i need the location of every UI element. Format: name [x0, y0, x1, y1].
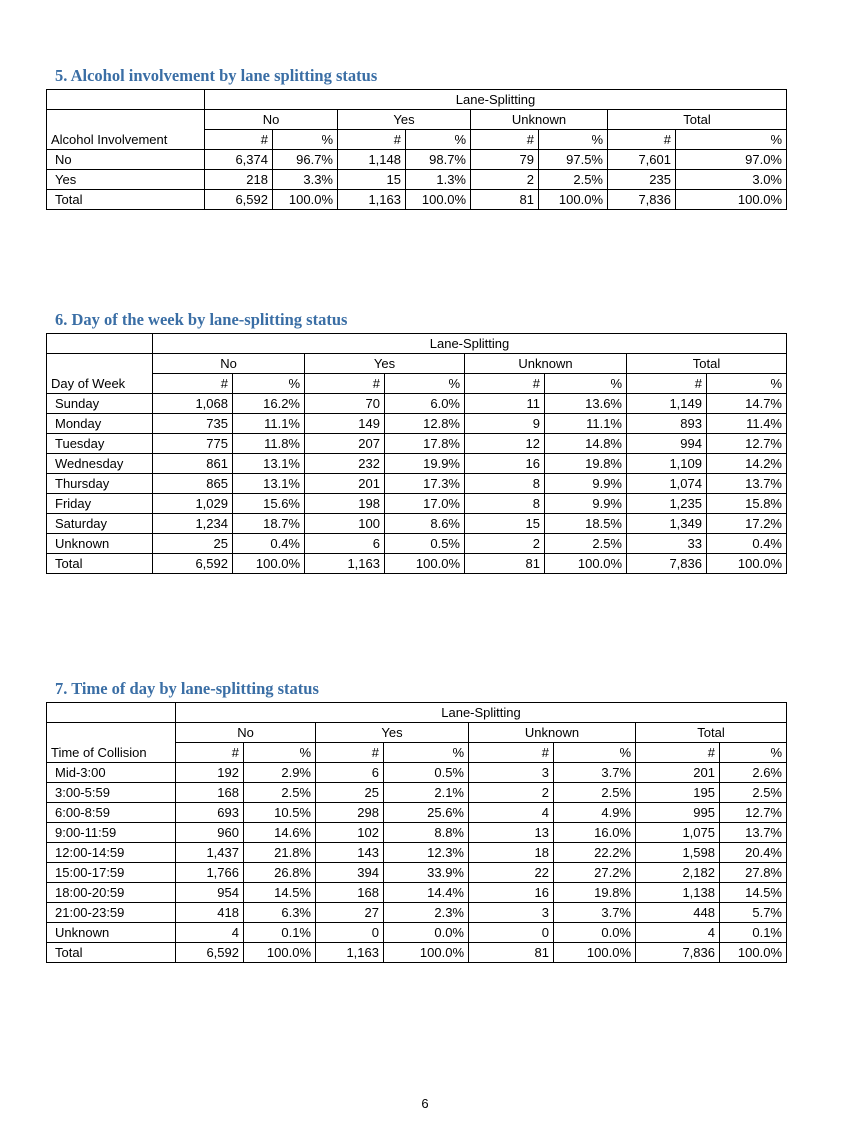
data-cell: 25 [153, 534, 233, 554]
data-cell: 2 [471, 170, 539, 190]
data-cell: 2.9% [244, 763, 316, 783]
data-cell: 100.0% [545, 554, 627, 574]
data-cell: 218 [205, 170, 273, 190]
group-header: No [176, 723, 316, 743]
data-cell: 18.5% [545, 514, 627, 534]
data-cell: 17.0% [385, 494, 465, 514]
sub-header: % [384, 743, 469, 763]
data-cell: 861 [153, 454, 233, 474]
row-label: Sunday [47, 394, 153, 414]
data-cell: 1,138 [636, 883, 720, 903]
data-cell: 11.1% [545, 414, 627, 434]
row-label: Wednesday [47, 454, 153, 474]
data-cell: 2 [469, 783, 554, 803]
section-title: 7. Time of day by lane-splitting status [55, 679, 319, 698]
table-row [47, 763, 787, 783]
data-cell: 1,437 [176, 843, 244, 863]
group-header: Yes [305, 354, 465, 374]
group-header: Unknown [465, 354, 627, 374]
day-of-week-table [46, 333, 787, 574]
sub-header: % [539, 130, 608, 150]
table-row [47, 923, 787, 943]
data-cell: 775 [153, 434, 233, 454]
corner-cell [47, 90, 205, 110]
data-cell: 6,592 [205, 190, 273, 210]
data-cell: 6,592 [176, 943, 244, 963]
data-cell: 33 [627, 534, 707, 554]
data-cell: 994 [627, 434, 707, 454]
data-cell: 995 [636, 803, 720, 823]
data-cell: 12.8% [385, 414, 465, 434]
data-cell: 2.3% [384, 903, 469, 923]
data-cell: 143 [316, 843, 384, 863]
data-cell: 1,148 [338, 150, 406, 170]
group-header: Unknown [469, 723, 636, 743]
sub-header: % [676, 130, 787, 150]
data-cell: 11 [465, 394, 545, 414]
group-header: No [153, 354, 305, 374]
data-cell: 1,068 [153, 394, 233, 414]
table-body [47, 150, 787, 210]
table-row [47, 883, 787, 903]
sub-header: # [469, 743, 554, 763]
sub-header: # [153, 374, 233, 394]
data-cell: 27.8% [720, 863, 787, 883]
row-label: 6:00-8:59 [47, 803, 176, 823]
data-cell: 25.6% [384, 803, 469, 823]
data-cell: 81 [465, 554, 545, 574]
data-cell: 17.3% [385, 474, 465, 494]
data-cell: 27 [316, 903, 384, 923]
data-cell: 0.1% [720, 923, 787, 943]
data-cell: 14.7% [707, 394, 787, 414]
data-cell: 97.0% [676, 150, 787, 170]
data-cell: 0.5% [384, 763, 469, 783]
data-cell: 0.1% [244, 923, 316, 943]
data-cell: 13 [469, 823, 554, 843]
data-cell: 6.3% [244, 903, 316, 923]
row-label: Tuesday [47, 434, 153, 454]
data-cell: 100.0% [385, 554, 465, 574]
table-row [47, 843, 787, 863]
data-cell: 448 [636, 903, 720, 923]
data-cell: 1,598 [636, 843, 720, 863]
data-cell: 22.2% [554, 843, 636, 863]
data-cell: 15.8% [707, 494, 787, 514]
row-label: Thursday [47, 474, 153, 494]
data-cell: 100.0% [554, 943, 636, 963]
data-cell: 8 [465, 474, 545, 494]
data-cell: 25 [316, 783, 384, 803]
sub-header: % [545, 374, 627, 394]
table-row [47, 454, 787, 474]
data-cell: 19.8% [554, 883, 636, 903]
data-cell: 1,235 [627, 494, 707, 514]
data-cell: 12 [465, 434, 545, 454]
table-row [47, 394, 787, 414]
data-cell: 7,836 [627, 554, 707, 574]
super-header: Lane-Splitting [205, 90, 787, 110]
data-cell: 11.8% [233, 434, 305, 454]
data-cell: 865 [153, 474, 233, 494]
corner-cell [47, 334, 153, 354]
corner-cell [47, 703, 176, 723]
row-label: 9:00-11:59 [47, 823, 176, 843]
data-cell: 6 [316, 763, 384, 783]
data-cell: 102 [316, 823, 384, 843]
data-cell: 201 [636, 763, 720, 783]
data-cell: 893 [627, 414, 707, 434]
row-label: Total [47, 943, 176, 963]
data-cell: 2.1% [384, 783, 469, 803]
table-row [47, 903, 787, 923]
data-cell: 3 [469, 763, 554, 783]
sub-header: % [406, 130, 471, 150]
group-header: No [205, 110, 338, 130]
data-cell: 11.1% [233, 414, 305, 434]
table-row [47, 474, 787, 494]
sub-header: # [465, 374, 545, 394]
table-body [47, 763, 787, 963]
data-cell: 4 [469, 803, 554, 823]
data-cell: 0.5% [385, 534, 465, 554]
section-title: 6. Day of the week by lane-splitting status [55, 310, 348, 329]
data-cell: 15 [465, 514, 545, 534]
data-cell: 100.0% [707, 554, 787, 574]
data-cell: 14.8% [545, 434, 627, 454]
data-cell: 6.0% [385, 394, 465, 414]
data-cell: 18 [469, 843, 554, 863]
data-cell: 7,601 [608, 150, 676, 170]
data-cell: 13.1% [233, 454, 305, 474]
data-cell: 2.5% [539, 170, 608, 190]
table-row [47, 514, 787, 534]
sub-header: # [471, 130, 539, 150]
sub-header: # [316, 743, 384, 763]
row-label: 21:00-23:59 [47, 903, 176, 923]
table-row [47, 943, 787, 963]
data-cell: 98.7% [406, 150, 471, 170]
table-row [47, 554, 787, 574]
alcohol-table [46, 89, 787, 210]
row-label: Yes [47, 170, 205, 190]
data-cell: 9.9% [545, 494, 627, 514]
data-cell: 81 [469, 943, 554, 963]
data-cell: 418 [176, 903, 244, 923]
data-cell: 100.0% [539, 190, 608, 210]
data-cell: 14.6% [244, 823, 316, 843]
data-cell: 0.0% [554, 923, 636, 943]
data-cell: 2.5% [244, 783, 316, 803]
data-cell: 16 [465, 454, 545, 474]
data-cell: 168 [316, 883, 384, 903]
table-row [47, 414, 787, 434]
sub-header: % [385, 374, 465, 394]
table-row [47, 783, 787, 803]
sub-header: % [233, 374, 305, 394]
data-cell: 18.7% [233, 514, 305, 534]
table-row [47, 170, 787, 190]
data-cell: 168 [176, 783, 244, 803]
data-cell: 8.8% [384, 823, 469, 843]
data-cell: 235 [608, 170, 676, 190]
data-cell: 298 [316, 803, 384, 823]
row-label: Unknown [47, 923, 176, 943]
data-cell: 1,234 [153, 514, 233, 534]
data-cell: 735 [153, 414, 233, 434]
subheader-row [47, 130, 787, 150]
data-cell: 21.8% [244, 843, 316, 863]
data-cell: 12.7% [720, 803, 787, 823]
sub-header: % [244, 743, 316, 763]
data-cell: 96.7% [273, 150, 338, 170]
corner-cell [47, 723, 176, 743]
data-cell: 2.6% [720, 763, 787, 783]
data-cell: 2 [465, 534, 545, 554]
data-cell: 207 [305, 434, 385, 454]
table-row [47, 190, 787, 210]
table-row [47, 863, 787, 883]
data-cell: 4 [176, 923, 244, 943]
data-cell: 0 [316, 923, 384, 943]
data-cell: 960 [176, 823, 244, 843]
data-cell: 1,029 [153, 494, 233, 514]
data-cell: 693 [176, 803, 244, 823]
data-cell: 10.5% [244, 803, 316, 823]
data-cell: 19.8% [545, 454, 627, 474]
table-body [47, 394, 787, 574]
data-cell: 2,182 [636, 863, 720, 883]
data-cell: 1,149 [627, 394, 707, 414]
data-cell: 13.6% [545, 394, 627, 414]
data-cell: 14.4% [384, 883, 469, 903]
data-cell: 26.8% [244, 863, 316, 883]
row-label: Unknown [47, 534, 153, 554]
data-cell: 2.5% [545, 534, 627, 554]
data-cell: 149 [305, 414, 385, 434]
data-cell: 198 [305, 494, 385, 514]
data-cell: 12.3% [384, 843, 469, 863]
data-cell: 4.9% [554, 803, 636, 823]
data-cell: 17.2% [707, 514, 787, 534]
row-label: Monday [47, 414, 153, 434]
data-cell: 4 [636, 923, 720, 943]
data-cell: 3.7% [554, 763, 636, 783]
row-label: Total [47, 554, 153, 574]
data-cell: 1.3% [406, 170, 471, 190]
data-cell: 6 [305, 534, 385, 554]
sub-header: # [636, 743, 720, 763]
row-label: 15:00-17:59 [47, 863, 176, 883]
data-cell: 1,074 [627, 474, 707, 494]
sub-header: % [707, 374, 787, 394]
subheader-row [47, 374, 787, 394]
data-cell: 100.0% [384, 943, 469, 963]
data-cell: 100.0% [233, 554, 305, 574]
data-cell: 394 [316, 863, 384, 883]
data-cell: 100.0% [676, 190, 787, 210]
data-cell: 33.9% [384, 863, 469, 883]
group-header: Unknown [471, 110, 608, 130]
data-cell: 11.4% [707, 414, 787, 434]
data-cell: 3.3% [273, 170, 338, 190]
data-cell: 1,349 [627, 514, 707, 534]
data-cell: 2.5% [720, 783, 787, 803]
row-header: Alcohol Involvement [47, 130, 205, 150]
table-row [47, 803, 787, 823]
data-cell: 6,592 [153, 554, 233, 574]
data-cell: 1,109 [627, 454, 707, 474]
table-row [47, 534, 787, 554]
data-cell: 0.0% [384, 923, 469, 943]
data-cell: 3.0% [676, 170, 787, 190]
data-cell: 100.0% [720, 943, 787, 963]
data-cell: 20.4% [720, 843, 787, 863]
data-cell: 8.6% [385, 514, 465, 534]
table-row [47, 494, 787, 514]
sub-header: % [273, 130, 338, 150]
table-section-time-of-day [46, 679, 786, 963]
sub-header: # [205, 130, 273, 150]
data-cell: 8 [465, 494, 545, 514]
data-cell: 1,163 [305, 554, 385, 574]
row-header: Day of Week [47, 374, 153, 394]
data-cell: 1,163 [316, 943, 384, 963]
data-cell: 100.0% [273, 190, 338, 210]
super-header: Lane-Splitting [176, 703, 787, 723]
table-row [47, 434, 787, 454]
data-cell: 12.7% [707, 434, 787, 454]
sub-header: # [305, 374, 385, 394]
data-cell: 19.9% [385, 454, 465, 474]
row-label: Friday [47, 494, 153, 514]
data-cell: 1,766 [176, 863, 244, 883]
data-cell: 954 [176, 883, 244, 903]
row-label: Total [47, 190, 205, 210]
table-row [47, 150, 787, 170]
data-cell: 16.0% [554, 823, 636, 843]
corner-cell [47, 354, 153, 374]
row-label: 3:00-5:59 [47, 783, 176, 803]
data-cell: 0.4% [707, 534, 787, 554]
data-cell: 13.7% [720, 823, 787, 843]
section-title: 5. Alcohol involvement by lane splitting status [55, 66, 378, 85]
data-cell: 1,075 [636, 823, 720, 843]
data-cell: 3 [469, 903, 554, 923]
table-row [47, 823, 787, 843]
sub-header: # [176, 743, 244, 763]
data-cell: 100 [305, 514, 385, 534]
data-cell: 192 [176, 763, 244, 783]
data-cell: 2.5% [554, 783, 636, 803]
data-cell: 232 [305, 454, 385, 474]
data-cell: 13.1% [233, 474, 305, 494]
data-cell: 79 [471, 150, 539, 170]
data-cell: 14.5% [244, 883, 316, 903]
row-label: Saturday [47, 514, 153, 534]
table-section-alcohol [46, 66, 786, 210]
data-cell: 9 [465, 414, 545, 434]
data-cell: 14.5% [720, 883, 787, 903]
row-label: 18:00-20:59 [47, 883, 176, 903]
time-of-day-table [46, 702, 787, 963]
group-header: Total [636, 723, 787, 743]
data-cell: 22 [469, 863, 554, 883]
data-cell: 100.0% [406, 190, 471, 210]
table-section-day-of-week [46, 310, 786, 574]
subheader-row [47, 743, 787, 763]
super-header: Lane-Splitting [153, 334, 787, 354]
row-label: Mid-3:00 [47, 763, 176, 783]
sub-header: # [608, 130, 676, 150]
data-cell: 100.0% [244, 943, 316, 963]
data-cell: 13.7% [707, 474, 787, 494]
row-label: 12:00-14:59 [47, 843, 176, 863]
data-cell: 15.6% [233, 494, 305, 514]
data-cell: 15 [338, 170, 406, 190]
data-cell: 9.9% [545, 474, 627, 494]
data-cell: 16 [469, 883, 554, 903]
data-cell: 3.7% [554, 903, 636, 923]
data-cell: 5.7% [720, 903, 787, 923]
group-header: Total [627, 354, 787, 374]
data-cell: 14.2% [707, 454, 787, 474]
row-header: Time of Collision [47, 743, 176, 763]
data-cell: 7,836 [608, 190, 676, 210]
group-header: Total [608, 110, 787, 130]
group-header: Yes [316, 723, 469, 743]
sub-header: # [338, 130, 406, 150]
data-cell: 195 [636, 783, 720, 803]
data-cell: 1,163 [338, 190, 406, 210]
data-cell: 7,836 [636, 943, 720, 963]
sub-header: # [627, 374, 707, 394]
data-cell: 201 [305, 474, 385, 494]
data-cell: 81 [471, 190, 539, 210]
page-number: 6 [421, 1096, 429, 1111]
data-cell: 27.2% [554, 863, 636, 883]
data-cell: 97.5% [539, 150, 608, 170]
group-header: Yes [338, 110, 471, 130]
row-label: No [47, 150, 205, 170]
data-cell: 16.2% [233, 394, 305, 414]
data-cell: 0.4% [233, 534, 305, 554]
corner-cell [47, 110, 205, 130]
data-cell: 0 [469, 923, 554, 943]
data-cell: 70 [305, 394, 385, 414]
sub-header: % [720, 743, 787, 763]
sub-header: % [554, 743, 636, 763]
data-cell: 6,374 [205, 150, 273, 170]
data-cell: 17.8% [385, 434, 465, 454]
